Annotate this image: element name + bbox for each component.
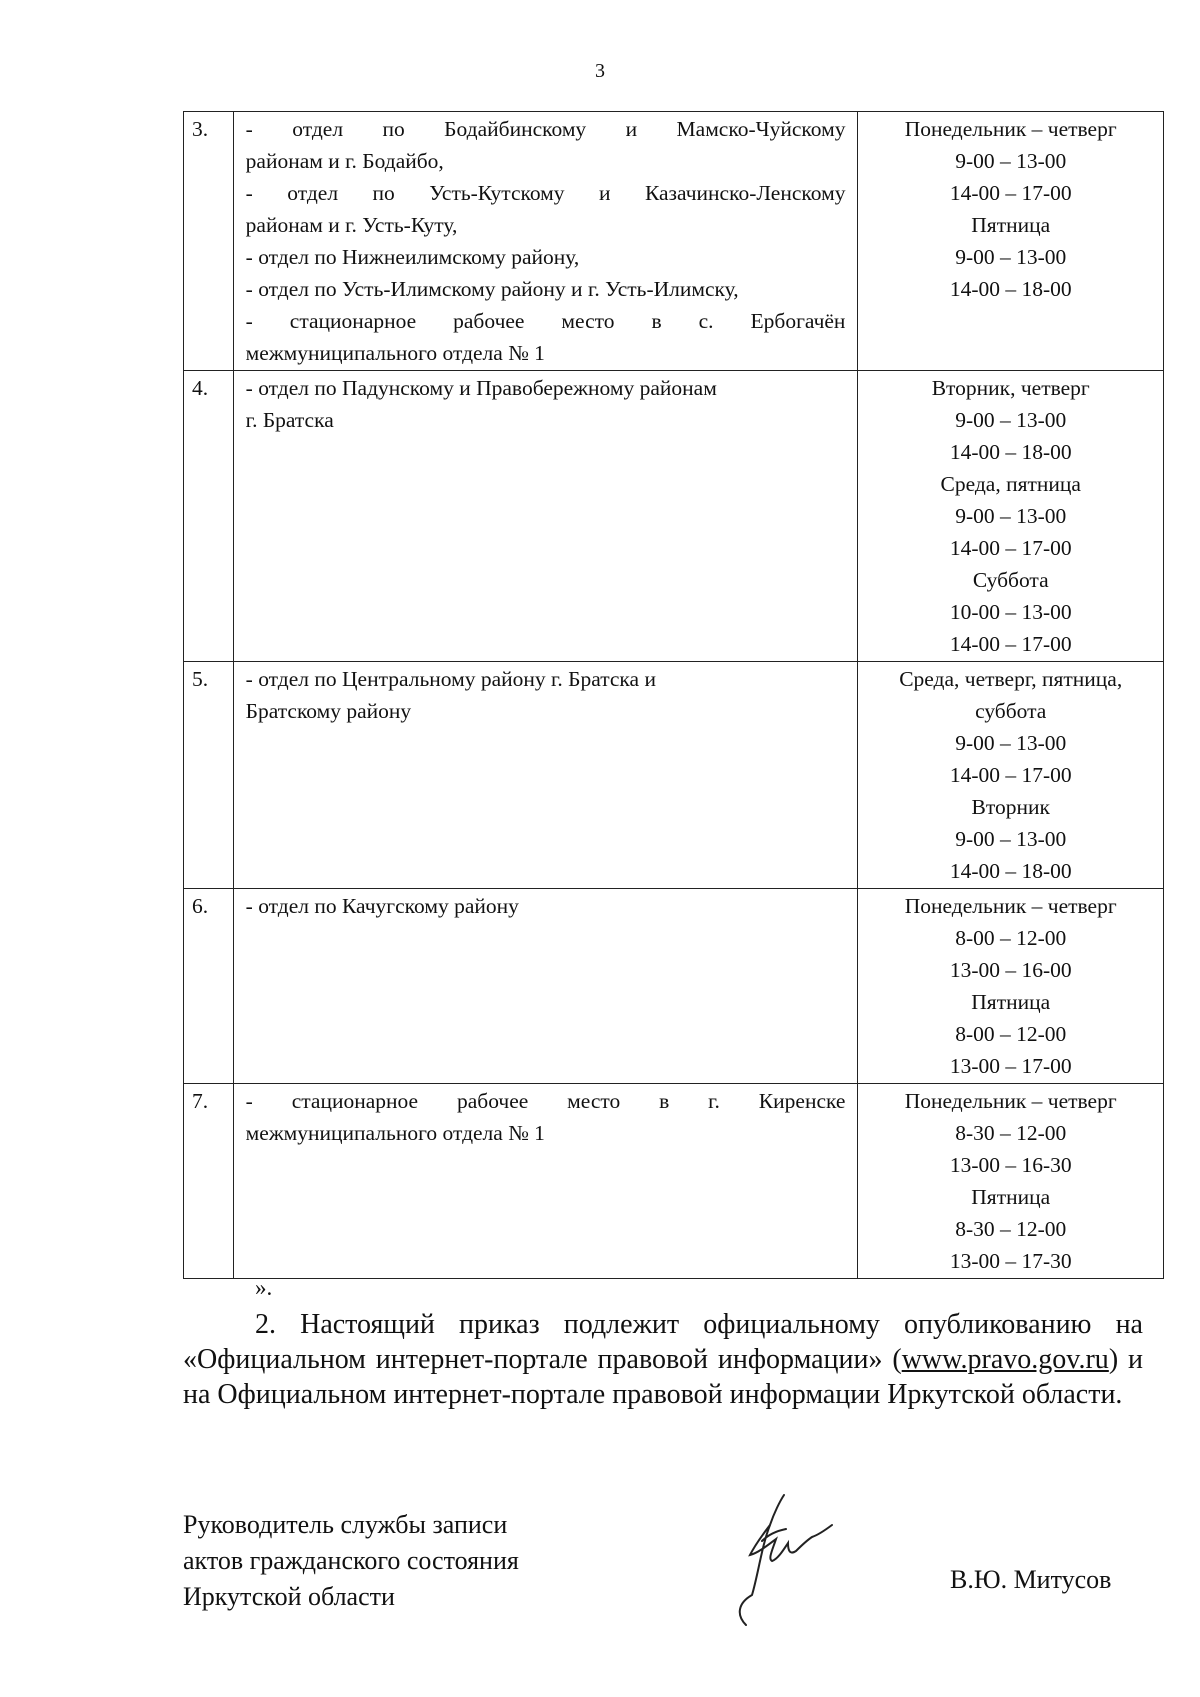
row-number: 3. bbox=[184, 112, 234, 371]
hours-line: 14-00 – 17-00 bbox=[949, 632, 1072, 656]
department-line: - отдел по Нижнеилимскому району, bbox=[245, 245, 580, 269]
table-row bbox=[184, 371, 1164, 662]
department-cell bbox=[233, 112, 858, 371]
hours-line: 14-00 – 17-00 bbox=[949, 763, 1072, 787]
department-line: Братскому району bbox=[245, 699, 412, 723]
closing-quote: ». bbox=[255, 1275, 273, 1300]
hours-line: Пятница bbox=[971, 990, 1051, 1014]
hours-cell bbox=[858, 371, 1164, 662]
department-line: - стационарное рабочее место в с. Ербогачён bbox=[245, 309, 846, 333]
department-line: - отдел по Центральному району г. Братска и bbox=[245, 667, 656, 691]
table-row bbox=[184, 662, 1164, 889]
hours-line: Среда, четверг, пятница, bbox=[899, 667, 1123, 691]
hours-line: 8-00 – 12-00 bbox=[955, 1022, 1067, 1046]
paragraph-text-start: 2. Настоящий приказ подлежит официальному опубликованию на «Официальном интернет-портале правовой информации» ( bbox=[183, 1309, 1143, 1375]
schedule-table bbox=[183, 111, 1164, 1279]
department-cell bbox=[233, 662, 858, 889]
hours-line: 9-00 – 13-00 bbox=[955, 504, 1067, 528]
hours-line: Понедельник – четверг bbox=[904, 1089, 1117, 1113]
hours-line: Пятница bbox=[971, 213, 1051, 237]
hours-line: 14-00 – 18-00 bbox=[949, 440, 1072, 464]
hours-line: 14-00 – 17-00 bbox=[949, 536, 1072, 560]
department-cell bbox=[233, 1084, 858, 1279]
signature-graphic bbox=[728, 1485, 878, 1635]
hours-line: 9-00 – 13-00 bbox=[955, 245, 1067, 269]
hours-line: 13-00 – 16-00 bbox=[949, 958, 1072, 982]
handwritten-signature bbox=[728, 1485, 878, 1640]
hours-line: Среда, пятница bbox=[940, 472, 1081, 496]
hours-cell bbox=[858, 662, 1164, 889]
publication-paragraph bbox=[183, 1307, 1143, 1412]
department-line: районам и г. Бодайбо, bbox=[245, 149, 444, 173]
signer-name: В.Ю. Митусов bbox=[950, 1565, 1112, 1594]
hours-line: 8-30 – 12-00 bbox=[955, 1121, 1067, 1145]
table-row bbox=[184, 889, 1164, 1084]
hours-line: Суббота bbox=[972, 568, 1049, 592]
table-row bbox=[184, 112, 1164, 371]
page-number: 3 bbox=[595, 60, 605, 82]
hours-line: Вторник bbox=[971, 795, 1050, 819]
department-line: - отдел по Падунскому и Правобережному районам bbox=[245, 376, 717, 400]
row-number: 4. bbox=[184, 371, 234, 662]
pravo-gov-link[interactable]: www.pravo.gov.ru bbox=[901, 1344, 1109, 1375]
department-line: - стационарное рабочее место в г. Киренске bbox=[245, 1089, 846, 1113]
hours-line: 9-00 – 13-00 bbox=[955, 408, 1067, 432]
hours-line: Вторник, четверг bbox=[931, 376, 1090, 400]
signer-title bbox=[183, 1507, 519, 1615]
schedule-table-body bbox=[184, 112, 1164, 1279]
department-line: межмуниципального отдела № 1 bbox=[245, 1121, 545, 1145]
row-number: 7. bbox=[184, 1084, 234, 1279]
hours-line: Понедельник – четверг bbox=[904, 894, 1117, 918]
paragraph-text-end: ) и на Официальном интернет-портале правовой информации Иркутской области. bbox=[183, 1344, 1144, 1410]
hours-line: суббота bbox=[975, 699, 1047, 723]
department-cell bbox=[233, 371, 858, 662]
hours-line: 9-00 – 13-00 bbox=[955, 149, 1067, 173]
department-line: районам и г. Усть-Куту, bbox=[245, 213, 458, 237]
department-cell bbox=[233, 889, 858, 1084]
hours-line: 10-00 – 13-00 bbox=[949, 600, 1072, 624]
hours-line: 8-00 – 12-00 bbox=[955, 926, 1067, 950]
hours-line: 13-00 – 17-00 bbox=[949, 1054, 1072, 1078]
row-number: 6. bbox=[184, 889, 234, 1084]
signer-title-line: актов гражданского состояния bbox=[183, 1546, 519, 1575]
hours-line: 13-00 – 16-30 bbox=[949, 1153, 1072, 1177]
department-line: межмуниципального отдела № 1 bbox=[245, 341, 545, 365]
department-line: г. Братска bbox=[245, 408, 334, 432]
hours-line: 13-00 – 17-30 bbox=[949, 1249, 1072, 1273]
department-line: - отдел по Бодайбинскому и Мамско-Чуйскому bbox=[245, 117, 846, 141]
signer-title-line: Руководитель службы записи bbox=[183, 1510, 508, 1539]
signer-title-line: Иркутской области bbox=[183, 1582, 395, 1611]
department-line: - отдел по Усть-Кутскому и Казачинско-Ленскому bbox=[245, 181, 846, 205]
hours-cell bbox=[858, 1084, 1164, 1279]
hours-line: 14-00 – 18-00 bbox=[949, 277, 1072, 301]
department-line: - отдел по Качугскому району bbox=[245, 894, 519, 918]
table-row bbox=[184, 1084, 1164, 1279]
hours-line: 14-00 – 18-00 bbox=[949, 859, 1072, 883]
hours-line: 8-30 – 12-00 bbox=[955, 1217, 1067, 1241]
row-number: 5. bbox=[184, 662, 234, 889]
hours-cell bbox=[858, 889, 1164, 1084]
hours-line: Пятница bbox=[971, 1185, 1051, 1209]
hours-cell bbox=[858, 112, 1164, 371]
hours-line: Понедельник – четверг bbox=[904, 117, 1117, 141]
hours-line: 9-00 – 13-00 bbox=[955, 731, 1067, 755]
hours-line: 14-00 – 17-00 bbox=[949, 181, 1072, 205]
hours-line: 9-00 – 13-00 bbox=[955, 827, 1067, 851]
department-line: - отдел по Усть-Илимскому району и г. Усть-Илимску, bbox=[245, 277, 739, 301]
